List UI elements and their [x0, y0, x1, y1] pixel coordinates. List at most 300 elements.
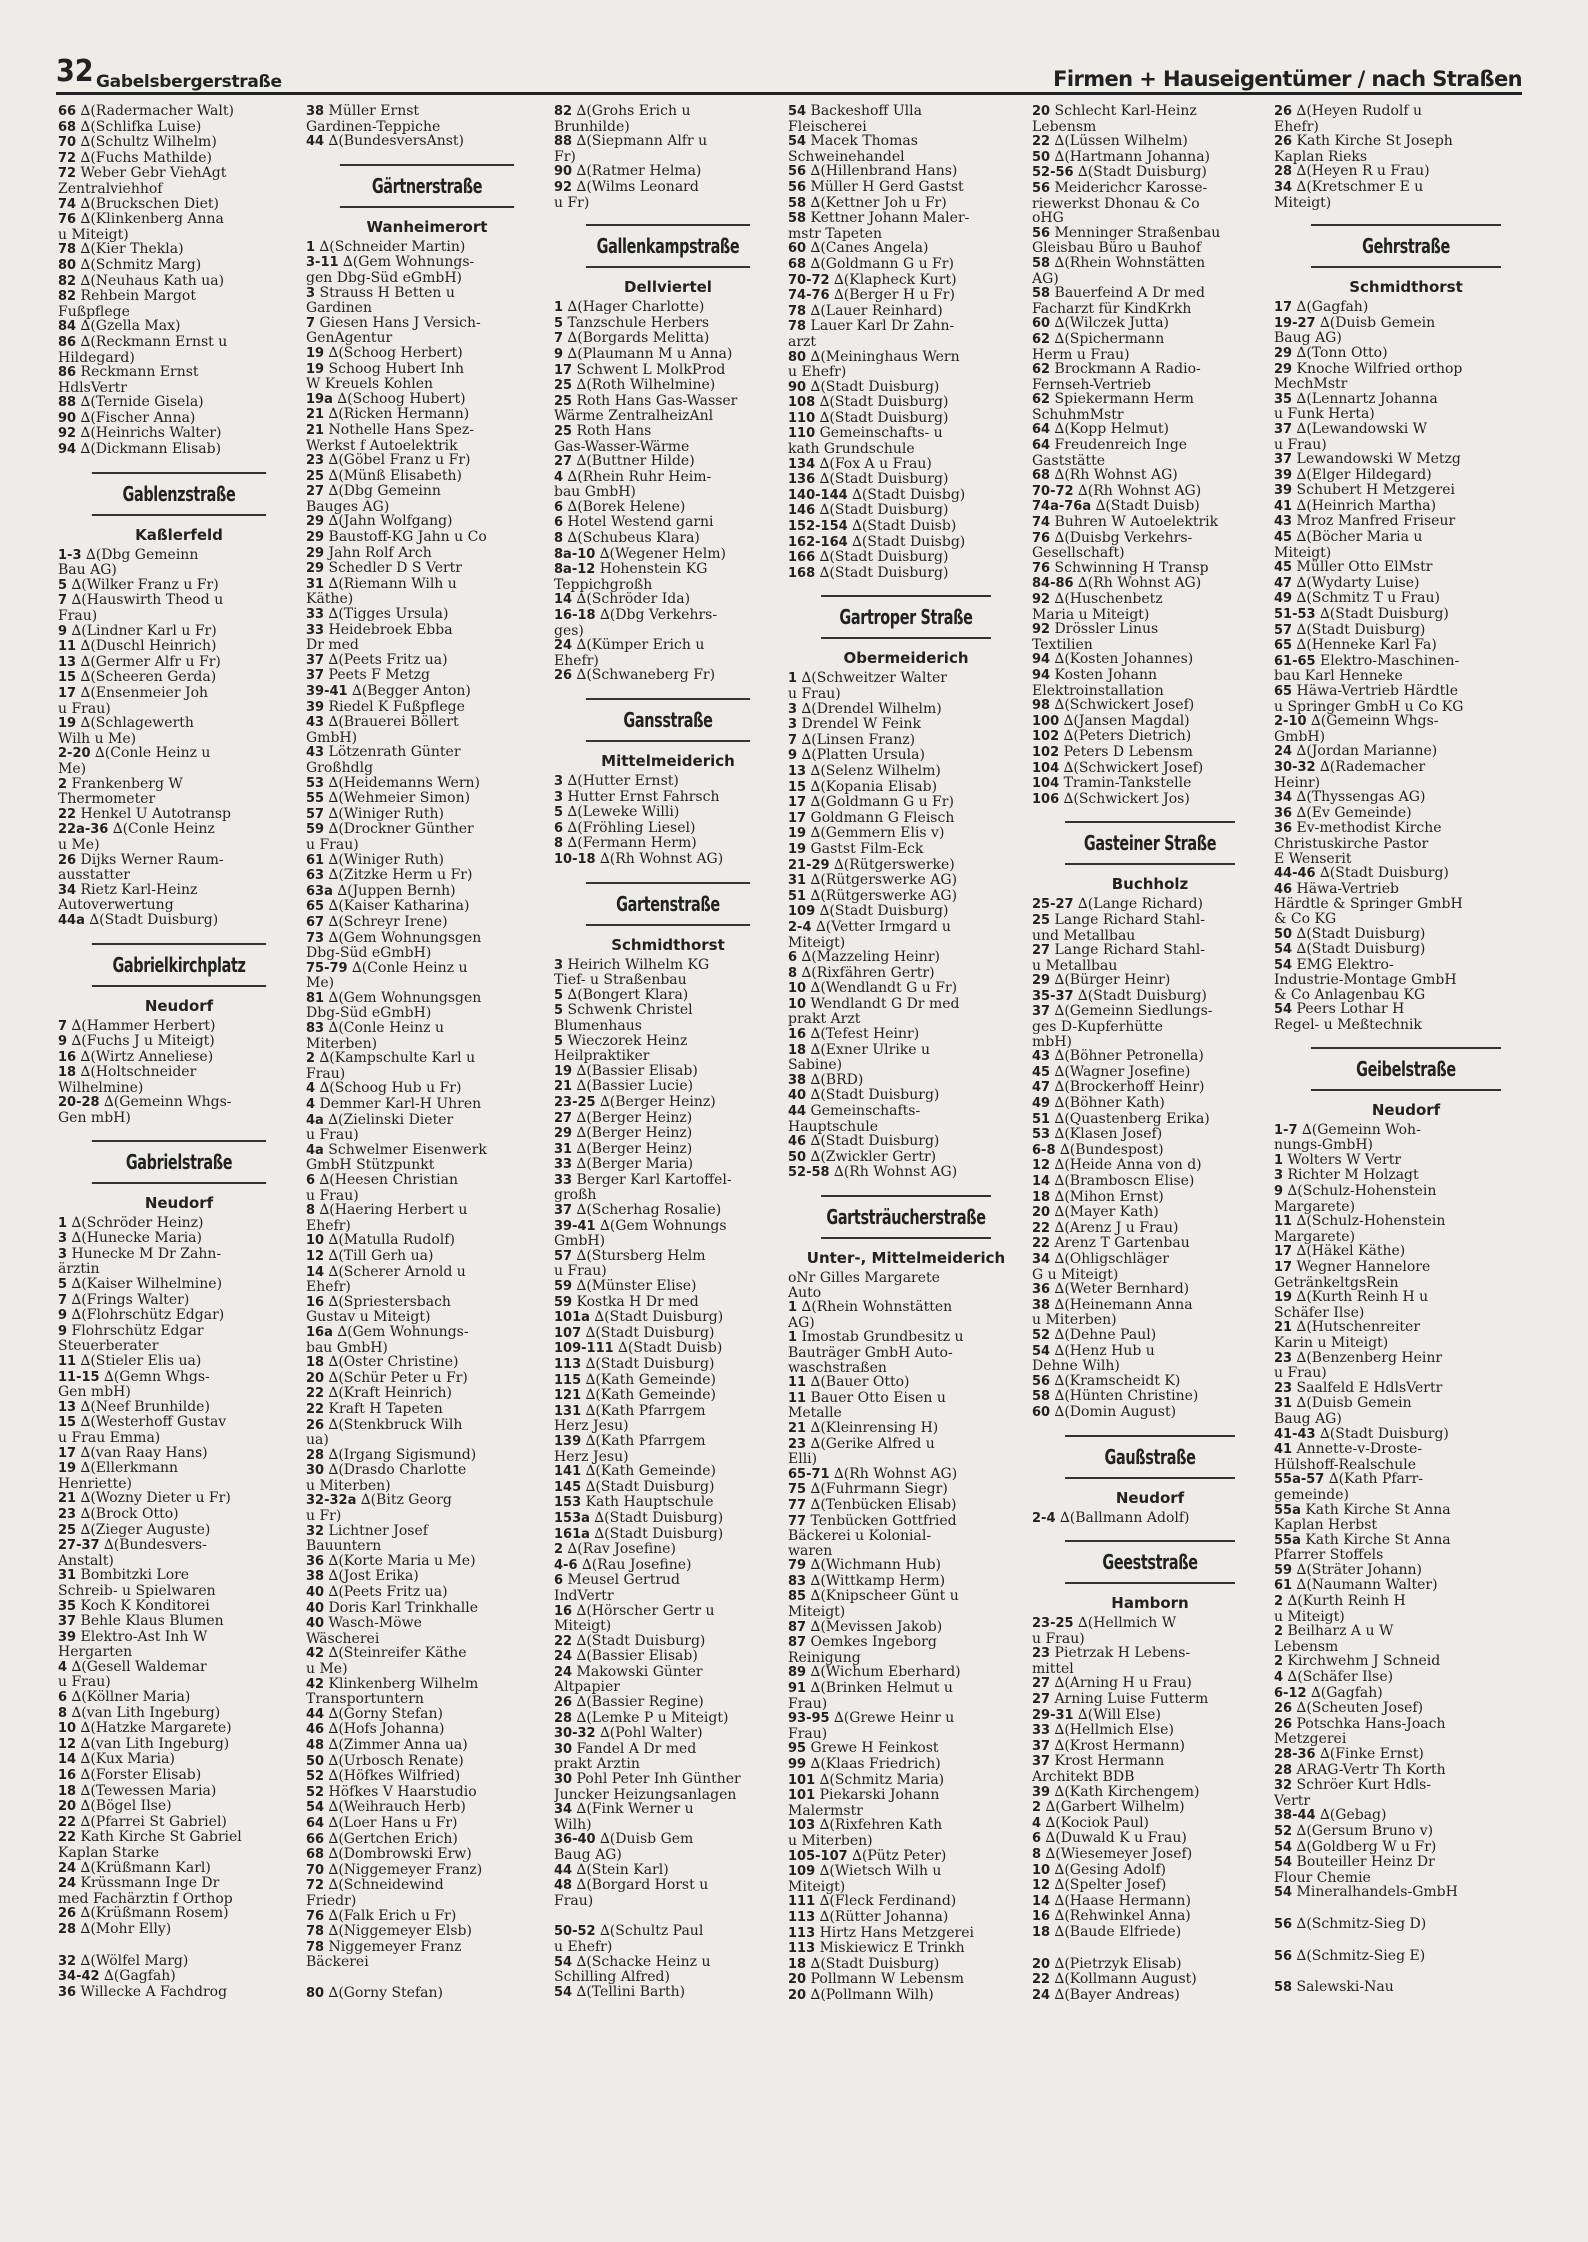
entry-line: [554, 164, 782, 180]
entry-line: [788, 1012, 1024, 1027]
entry-text: ∆(Kramscheidt K): [1054, 1373, 1181, 1389]
house-number: 34-42: [58, 1969, 100, 1985]
house-number: 29: [306, 514, 325, 530]
house-number: 61: [306, 852, 325, 868]
entry-text: ∆(Selenz Wilhelm): [810, 763, 941, 779]
entry-text: ∆(Kaiser Katharina): [328, 899, 470, 915]
entry-line: [1274, 1138, 1538, 1153]
entry-line: [788, 1330, 1024, 1346]
house-number: 36: [1274, 821, 1293, 837]
entry-line: [554, 1480, 782, 1496]
house-number: 3: [58, 1246, 68, 1262]
house-number: 98: [1032, 698, 1051, 714]
entry-text: Gesellschaft): [1032, 546, 1125, 561]
entry-text: ∆(Zitzke Herm u Fr): [328, 868, 473, 884]
entry-line: [1032, 286, 1268, 302]
entry-line: [1274, 1458, 1538, 1473]
house-number: 139: [554, 1433, 582, 1449]
entry-text: ∆(Kath Kirchengem): [1054, 1784, 1200, 1800]
entry-line: [306, 1707, 548, 1723]
entry-text: Miteigt): [788, 935, 846, 951]
entry-text: ∆(Kollmann August): [1054, 1972, 1197, 1988]
entry-text: ∆(Pietrzyk Elisab): [1054, 1956, 1182, 1972]
entry-line: [58, 1324, 300, 1340]
entry-line: [1032, 929, 1268, 944]
house-number: 37: [1274, 452, 1293, 468]
house-number: 32: [306, 1523, 325, 1539]
entry-text: Koch K Konditorei: [80, 1598, 210, 1614]
house-number: 16: [788, 1027, 807, 1043]
house-number: 28: [554, 1710, 573, 1726]
entry-text: ∆(Domin August): [1054, 1404, 1177, 1420]
entry-line: [1274, 669, 1538, 684]
entry-text: Käthe): [306, 592, 354, 608]
entry-text: Peets F Metzg: [328, 668, 430, 684]
entry-line: [1274, 1610, 1538, 1625]
entry-line: [58, 1969, 300, 1985]
entry-text: Gustav u Miteigt): [306, 1310, 431, 1325]
entry-text: Tramin-Tankstelle: [1063, 776, 1192, 792]
street-name: Geeststraße: [1102, 1550, 1198, 1575]
house-number: 6: [554, 820, 564, 836]
entry-line: [306, 976, 548, 991]
entry-text: ∆(Stadt Duisburg): [594, 1510, 724, 1526]
entry-line: [1032, 302, 1268, 317]
house-number: 3: [554, 789, 564, 805]
entry-text: & Co KG: [1274, 911, 1337, 927]
house-number: 60: [1032, 316, 1051, 332]
entry-line: [788, 1727, 1024, 1742]
entry-text: u Funk Herta): [1274, 407, 1375, 422]
entry-line: [1032, 392, 1268, 408]
entry-line: [1032, 576, 1268, 592]
entry-text: Me): [58, 761, 87, 777]
house-number: 84-86: [1032, 576, 1074, 592]
entry-text: ∆(Vetter Irmgard u: [815, 919, 951, 935]
spacer: [58, 1938, 300, 1954]
entry-text: ∆(BundesversAnst): [328, 134, 465, 150]
entry-line: [306, 530, 548, 546]
entry-text: ∆(Conle Heinz: [112, 822, 215, 838]
house-number: 83: [306, 1021, 325, 1037]
entry-text: Saalfeld E HdlsVertr: [1296, 1380, 1443, 1396]
house-number: 24: [554, 1664, 573, 1680]
entry-text: ∆(Peters Dietrich): [1063, 729, 1192, 745]
entry-text: Dijks Werner Raum-: [80, 852, 224, 868]
entry-line: [1274, 483, 1538, 499]
spacer: [306, 1970, 548, 1986]
house-number: 12: [1032, 1878, 1051, 1894]
entry-line: [788, 733, 1024, 749]
entry-text: Wasch-Möwe: [328, 1616, 422, 1632]
house-number: 50: [1032, 149, 1051, 165]
entry-text: ∆(Kurth Reinh H u: [1296, 1290, 1429, 1306]
house-number: 20: [1032, 1956, 1051, 1972]
entry-text: ∆(Rh Wohnst AG): [600, 851, 724, 867]
house-number: 44: [788, 1104, 807, 1120]
entry-text: Annette-v-Droste-: [1296, 1442, 1423, 1458]
entry-line: [788, 1972, 1024, 1988]
entry-text: Tanzschule Herbers: [567, 315, 710, 331]
entry-line: [1032, 592, 1268, 608]
entry-text: Schreib- u Spielwaren: [58, 1583, 216, 1599]
house-number: 10: [306, 1233, 325, 1249]
entry-line: [788, 134, 1024, 150]
entry-line: [788, 1697, 1024, 1712]
entry-line: [1274, 1230, 1538, 1245]
page-number: 32: [56, 54, 94, 89]
entry-line: [58, 853, 300, 869]
entry-text: ∆(Bauer Otto): [810, 1375, 910, 1391]
entry-text: ∆(Klasen Josef): [1054, 1127, 1163, 1143]
entry-text: kath Grundschule: [788, 442, 915, 457]
entry-line: [306, 915, 548, 931]
entry-text: ∆(Bayer Andreas): [1054, 1987, 1180, 2003]
house-number: 22: [58, 1814, 77, 1830]
entry-text: ∆(Pütz Peter): [852, 1848, 947, 1864]
entry-text: ARAG-Vertr Th Korth: [1296, 1762, 1446, 1778]
entry-text: ∆(Ricken Hermann): [328, 407, 470, 423]
entry-text: Bäckerei u Kolonial-: [788, 1529, 932, 1544]
entry-line: [1274, 1153, 1538, 1169]
spacer: [1274, 1964, 1538, 1980]
entry-text: Altpapier: [554, 1680, 620, 1696]
entry-text: Beilharz A u W: [1287, 1624, 1394, 1640]
house-number: 8: [306, 1203, 316, 1219]
house-number: 86: [58, 365, 77, 381]
house-number: 51: [788, 888, 807, 904]
entry-line: [554, 1542, 782, 1558]
entry-text: Kraft H Tapeten: [328, 1401, 443, 1417]
entry-text: Baug AG): [1274, 331, 1342, 346]
house-number: 52: [1032, 1327, 1051, 1343]
district-name: Schmidthorst: [611, 935, 725, 954]
entry-line: [58, 426, 300, 442]
entry-text: ∆(Linsen Franz): [801, 732, 916, 748]
house-number: 134: [788, 456, 816, 472]
spacer: [554, 1908, 782, 1924]
entry-line: [1274, 1855, 1538, 1871]
entry-line: [1274, 1214, 1538, 1230]
entry-line: [554, 196, 782, 211]
entry-text: ∆(Gemeinn Siedlungs-: [1054, 1004, 1213, 1020]
house-number: 10: [58, 1721, 77, 1737]
entry-line: [58, 1614, 300, 1630]
entry-text: und Metallbau: [1032, 928, 1136, 944]
entry-text: ∆(Heyen R u Frau): [1296, 164, 1430, 180]
entry-line: [58, 411, 300, 427]
entry-text: Pietrzak H Lebens-: [1054, 1646, 1191, 1662]
house-number: 26: [1274, 1716, 1293, 1732]
house-number: 19: [58, 1461, 77, 1477]
house-number: 55a: [1274, 1532, 1301, 1548]
entry-line: [306, 1585, 548, 1601]
house-number: 17: [58, 686, 77, 701]
entry-text: ∆(Quastenberg Erika): [1054, 1111, 1210, 1127]
entry-text: ∆(Goldmann G u Fr): [810, 795, 954, 811]
house-number: 17: [1274, 300, 1293, 316]
entry-text: ∆(Elger Hildegard): [1296, 467, 1432, 483]
entry-line: [788, 795, 1024, 811]
house-number: 78: [788, 303, 807, 319]
house-number: 101a: [554, 1310, 590, 1326]
entry-line: [1032, 652, 1268, 668]
entry-text: ∆(Gemeinn Whgs-: [104, 1095, 232, 1111]
entry-text: u Fr): [306, 1509, 342, 1524]
entry-text: waren: [788, 1543, 833, 1559]
entry-line: [788, 936, 1024, 951]
house-number: 37: [1032, 1754, 1051, 1770]
entry-text: ∆(Häkel Käthe): [1296, 1244, 1406, 1260]
entry-text: ∆(Duisb Gem: [600, 1832, 694, 1848]
entry-line: [58, 762, 300, 777]
entry-line: [1032, 698, 1268, 714]
entry-line: [1032, 1739, 1268, 1755]
entry-text: ∆(Rütter Johanna): [819, 1909, 949, 1925]
entry-line: [306, 331, 548, 346]
entry-text: Drössler Linus: [1054, 622, 1159, 638]
entry-line: [1032, 1972, 1268, 1988]
entry-text: u Frau): [554, 1264, 607, 1280]
entry-line: [1032, 1268, 1268, 1283]
entry-text: waschstraßen: [788, 1360, 887, 1376]
entry-text: ∆(Stadt Duisburg): [1296, 622, 1426, 638]
house-number: 37: [306, 668, 325, 684]
entry-text: bau Karl Henneke: [1274, 669, 1403, 684]
entry-text: ∆(Winiger Ruth): [328, 806, 444, 822]
entry-line: [788, 1804, 1024, 1819]
house-number: 5: [554, 315, 564, 331]
entry-text: ∆(Duwald K u Frau): [1045, 1831, 1187, 1847]
street-name: Gablenzstraße: [122, 481, 236, 506]
entry-text: ∆(Westerhoff Gustav: [80, 1415, 227, 1431]
entry-text: u Frau): [306, 837, 359, 853]
entry-line: [788, 1437, 1024, 1453]
entry-line: [1274, 1808, 1538, 1824]
entry-line: [554, 1404, 782, 1420]
entry-text: ∆(Fuhrmann Siegr): [810, 1482, 948, 1498]
house-number: 101: [788, 1788, 816, 1804]
entry-text: ∆(Stenkbruck Wilh: [328, 1417, 463, 1433]
house-number: 8: [554, 836, 564, 852]
house-number: 5: [554, 805, 564, 821]
house-number: 5: [554, 987, 564, 1003]
house-number: 26: [58, 852, 77, 868]
entry-line: [58, 1954, 300, 1970]
house-number: 51-53: [1274, 607, 1316, 623]
page-header: [56, 54, 1522, 95]
entry-line: [1274, 1794, 1538, 1809]
house-number: 81: [306, 990, 325, 1006]
house-number: 76: [1032, 530, 1051, 546]
entry-line: [788, 1665, 1024, 1681]
house-number: 2: [1274, 1594, 1284, 1610]
entry-text: ∆(Stadt Duisburg): [585, 1325, 715, 1341]
house-number: 53: [1032, 1127, 1051, 1143]
house-number: 30-32: [1274, 759, 1316, 775]
entry-line: [788, 1421, 1024, 1437]
entry-line: [1032, 913, 1268, 929]
house-number: 44-46: [1274, 866, 1316, 882]
entry-text: Kaplan Starke: [58, 1846, 160, 1861]
entry-line: [788, 472, 1024, 488]
house-number: 4: [306, 1097, 316, 1113]
house-number: 88: [58, 395, 77, 411]
house-number: 1: [58, 1215, 68, 1231]
entry-text: Gen mbH): [58, 1111, 131, 1126]
entry-line: [58, 1247, 300, 1263]
entry-line: [1032, 1878, 1268, 1894]
entry-line: [306, 1158, 548, 1173]
entry-line: [306, 1219, 548, 1234]
house-number: 14: [1032, 1174, 1051, 1189]
entry-line: [306, 469, 548, 485]
entry-text: ∆(Spriestersbach: [328, 1294, 451, 1310]
entry-line: [1032, 1863, 1268, 1879]
entry-text: ∆(Korte Maria u Me): [328, 1553, 476, 1569]
house-number: 28: [58, 1921, 77, 1937]
entry-text: Steuerberater: [58, 1339, 159, 1354]
entry-text: ∆(Mevissen Jakob): [810, 1619, 943, 1635]
entry-text: u Frau): [58, 1675, 111, 1691]
entry-line: [58, 1262, 300, 1277]
entry-line: [306, 1662, 548, 1677]
entry-text: med Fachärztin f Orthop: [58, 1891, 233, 1907]
entry-text: ∆(Gebag): [1320, 1808, 1387, 1824]
entry-text: ∆(Rav Josefine): [567, 1542, 676, 1558]
entry-line: [58, 274, 300, 290]
house-number: 82: [58, 289, 77, 305]
entry-line: [788, 981, 1024, 997]
entry-text: Hunecke M Dr Zahn-: [71, 1246, 222, 1262]
entry-line: [1032, 1282, 1268, 1298]
entry-text: Industrie-Montage GmbH: [1274, 973, 1457, 988]
entry-line: [554, 668, 782, 684]
spacer: [1032, 1941, 1268, 1957]
entry-text: ∆(Schoog Hub u Fr): [319, 1081, 462, 1097]
header-title: Firmen + Hauseigentümer / nach Straßen: [1053, 67, 1522, 91]
entry-line: [1032, 684, 1268, 699]
entry-text: ∆(Stadt Duisburg): [1078, 165, 1207, 181]
entry-line: [1032, 484, 1268, 500]
entry-line: [1032, 1035, 1268, 1050]
entry-line: [1274, 438, 1538, 453]
entry-text: ∆(Schwickert Jos): [1063, 791, 1190, 807]
entry-line: [1032, 973, 1268, 989]
entry-text: ∆(Hörscher Gertr u: [576, 1603, 715, 1619]
entry-text: HdlsVertr: [58, 380, 127, 396]
entry-text: ∆(Kümper Erich u: [576, 638, 705, 654]
house-number: 26: [1274, 1701, 1293, 1717]
house-number: 85: [788, 1589, 807, 1605]
entry-text: ∆(Fröhling Liesel): [567, 820, 696, 836]
house-number: 16a: [306, 1324, 333, 1340]
entry-text: ∆(Bongert Klara): [567, 987, 689, 1003]
house-number: 23-25: [1032, 1616, 1074, 1632]
entry-line: [58, 197, 300, 213]
entry-line: [788, 1498, 1024, 1514]
entry-line: [58, 868, 300, 883]
entry-line: [306, 715, 548, 731]
house-number: 10-18: [554, 851, 596, 867]
entry-line: [554, 1742, 782, 1758]
house-number: 88: [554, 134, 573, 150]
entry-line: [1032, 897, 1268, 913]
house-number: 95: [788, 1741, 807, 1757]
house-number: 52-56: [1032, 165, 1074, 181]
house-number: 92: [1032, 622, 1051, 638]
entry-line: [306, 931, 548, 947]
entry-text: ∆(van Lith Ingeburg): [80, 1736, 230, 1752]
house-number: 29: [306, 545, 325, 561]
house-number: 153: [554, 1495, 582, 1511]
entry-text: Christuskirche Pastor: [1274, 836, 1429, 852]
house-number: 23-25: [554, 1094, 596, 1110]
entry-text: ∆(Gagfah): [1296, 300, 1369, 316]
entry-text: Bauer Otto Eisen u: [810, 1390, 946, 1406]
entry-line: [788, 365, 1024, 380]
house-number: 19: [788, 826, 807, 842]
entry-line: [554, 1203, 782, 1219]
entry-line: [58, 1799, 300, 1815]
entry-text: ∆(Kraft Heinrich): [328, 1386, 453, 1402]
entry-text: ∆(Rh Wohnst AG): [1078, 483, 1202, 499]
entry-line: [788, 873, 1024, 889]
entry-text: ∆(Stein Karl): [576, 1862, 669, 1878]
entry-line: [58, 1477, 300, 1492]
entry-text: Großhdlg: [306, 760, 374, 776]
entry-text: ∆(Goldmann G u Fr): [810, 256, 954, 272]
entry-text: Blumenhaus: [554, 1018, 642, 1034]
house-number: 39: [1032, 1784, 1051, 1800]
entry-text: ∆(Fleck Ferdinand): [819, 1894, 957, 1910]
entry-line: [554, 805, 782, 821]
entry-line: [1274, 1200, 1538, 1215]
entry-text: AG): [1032, 271, 1059, 287]
entry-line: [1274, 1578, 1538, 1594]
district-name: Neudorf: [1115, 1488, 1185, 1507]
entry-text: ∆(Ev Gemeinde): [1296, 805, 1412, 821]
entry-text: ∆(Kath Gemeinde): [585, 1372, 716, 1388]
house-number: 34: [1032, 1251, 1051, 1267]
entry-text: ∆(Germer Alfr u Fr): [80, 654, 221, 670]
entry-text: Dbg-Süd eGmbH): [306, 1006, 432, 1022]
entry-line: [58, 1034, 300, 1050]
entry-text: Roth Hans Gas-Wasser: [576, 393, 738, 409]
entry-text: Spiekermann Herm: [1054, 392, 1194, 408]
house-number: 72: [306, 1878, 325, 1894]
entry-line: [1032, 531, 1268, 547]
entry-line: [58, 1675, 300, 1690]
entry-text: ∆(Stadt Duisburg): [810, 1088, 940, 1104]
entry-line: [306, 1325, 548, 1341]
house-number: 54: [788, 104, 807, 119]
entry-line: [306, 1632, 548, 1647]
entry-text: Fußpflege: [58, 304, 130, 320]
entry-line: [306, 1878, 548, 1894]
house-number: 5: [554, 1003, 564, 1019]
house-number: 25-27: [1032, 897, 1074, 913]
entry-line: [1274, 1778, 1538, 1794]
house-number: 102: [1032, 744, 1060, 760]
house-number: 18: [788, 1042, 807, 1058]
entry-text: ∆(Bruckschen Diet): [80, 196, 219, 212]
entry-line: [554, 424, 782, 440]
entry-line: [1032, 1925, 1268, 1941]
house-number: 36: [1032, 1282, 1051, 1298]
house-number: 46: [306, 1722, 325, 1738]
entry-line: [788, 780, 1024, 796]
